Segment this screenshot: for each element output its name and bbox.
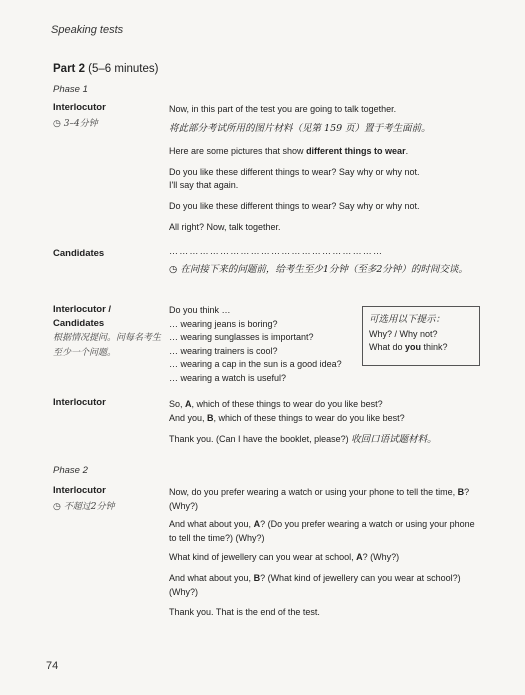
phase2-question-2 <box>169 518 479 545</box>
candidates-note <box>169 262 474 278</box>
phase2-question-1 <box>169 486 479 513</box>
dotted-line: ……………………………………………………… <box>169 246 384 256</box>
timing-note <box>53 500 114 515</box>
role-line: Interlocutor / <box>53 304 112 315</box>
question-line-repeat: Do you like these different things to wear? Say why or why not. <box>169 201 420 211</box>
text-span: So, <box>169 399 186 409</box>
line <box>169 412 479 426</box>
phase2-question-3 <box>169 551 479 565</box>
instruction-line: Now, in this part of the test you are going to talk together. <box>169 104 397 114</box>
role-interlocutor: Interlocutor <box>53 397 106 408</box>
bold-span: A <box>356 552 363 562</box>
clock-icon: ◷ <box>169 264 178 275</box>
text-span: , which of these things to wear do you like best? <box>213 412 405 423</box>
list-item: … wearing sunglasses is important? <box>169 332 314 342</box>
text-span: think? <box>421 342 448 352</box>
instruction-cn: 收回口语试题材料。 <box>351 434 437 445</box>
bold-span: B <box>253 573 261 583</box>
bold-span: B <box>207 412 214 423</box>
role-interlocutor: Interlocutor <box>53 485 106 496</box>
instruction-cn: 将此部分考试所用的图片材料（见第 159 页）置于考生面前。 <box>169 123 431 134</box>
text-span: And what about you, <box>169 519 254 529</box>
bold-span: different things to wear <box>306 146 406 156</box>
text-span: What do <box>369 342 406 352</box>
list-item: … wearing trainers is cool? <box>169 345 278 356</box>
line <box>169 398 479 412</box>
which-question <box>169 398 479 425</box>
text-span: What kind of jewellery can you wear at school, <box>169 552 357 562</box>
list-item: … wearing jeans is boring? <box>169 318 278 329</box>
page-number: 74 <box>46 660 59 672</box>
text-span: ? (Why?) <box>169 487 470 511</box>
timing-text: 不超过2分钟 <box>63 502 115 512</box>
timing-text: 3–4分钟 <box>63 119 98 129</box>
text-span: Now, do you prefer wearing a watch or using your phone to tell the time, <box>169 487 458 497</box>
phase2-question-4 <box>169 572 479 599</box>
list-item: … wearing a cap in the sun is a good idea? <box>169 359 342 369</box>
bold-span: you <box>405 342 422 352</box>
text-span: ? (What kind of jewellery can you wear at school?) (Why?) <box>169 573 461 597</box>
role-interlocutor: Interlocutor <box>53 102 106 113</box>
end-line: Thank you. That is the end of the test. <box>169 607 320 617</box>
role-candidates: Candidates <box>53 248 105 259</box>
text-span: And you, <box>169 412 208 423</box>
hint-title: 可选用以下提示： <box>369 314 446 325</box>
role-line: Candidates <box>53 318 105 329</box>
text-span: Here are some pictures that show <box>169 146 307 156</box>
hint-line <box>369 341 473 354</box>
talk-line: All right? Now, talk together. <box>169 222 281 232</box>
running-header: Speaking tests <box>51 24 124 36</box>
ask-note: 根据情况提问。问每名考生至少一个问题。 <box>53 333 162 358</box>
prompt: Do you think … <box>169 305 231 315</box>
part-label: Part 2 <box>53 63 85 75</box>
text-span: And what about you, <box>169 573 254 583</box>
phase2-label: Phase 2 <box>53 465 88 476</box>
part-title <box>53 63 158 75</box>
repeat-line: I'll say that again. <box>169 180 239 190</box>
hint-line: Why? / Why not? <box>369 329 438 339</box>
role-interlocutor-candidates <box>53 303 111 331</box>
bold-span: A <box>253 519 261 529</box>
pictures-line <box>169 145 479 159</box>
bold-span: A <box>185 399 192 409</box>
clock-icon: ◷ <box>53 502 61 512</box>
text-span: Thank you. (Can I have the booklet, please?) <box>169 434 352 444</box>
text-span: ? (Do you prefer wearing a watch or using your phone to tell the time?) (Why?) <box>169 519 475 543</box>
clock-icon: ◷ <box>53 119 61 129</box>
text-span: ? (Why?) <box>362 552 400 562</box>
part-duration: (5–6 minutes) <box>88 63 159 75</box>
bold-span: B <box>457 487 465 497</box>
list-item: … wearing a watch is useful? <box>169 372 287 383</box>
hint-box <box>362 306 480 366</box>
timing-note <box>53 117 98 132</box>
note-text: 在问接下来的问题前，给考生至少1分钟（至多2分钟）的时间交谈。 <box>180 264 468 275</box>
phase1-label: Phase 1 <box>53 84 88 95</box>
thanks-line <box>169 433 479 447</box>
text-span: , which of these things to wear do you like best? <box>191 399 383 409</box>
question-line: Do you like these different things to wear? Say why or why not. <box>169 167 420 177</box>
text-span: . <box>405 146 409 156</box>
